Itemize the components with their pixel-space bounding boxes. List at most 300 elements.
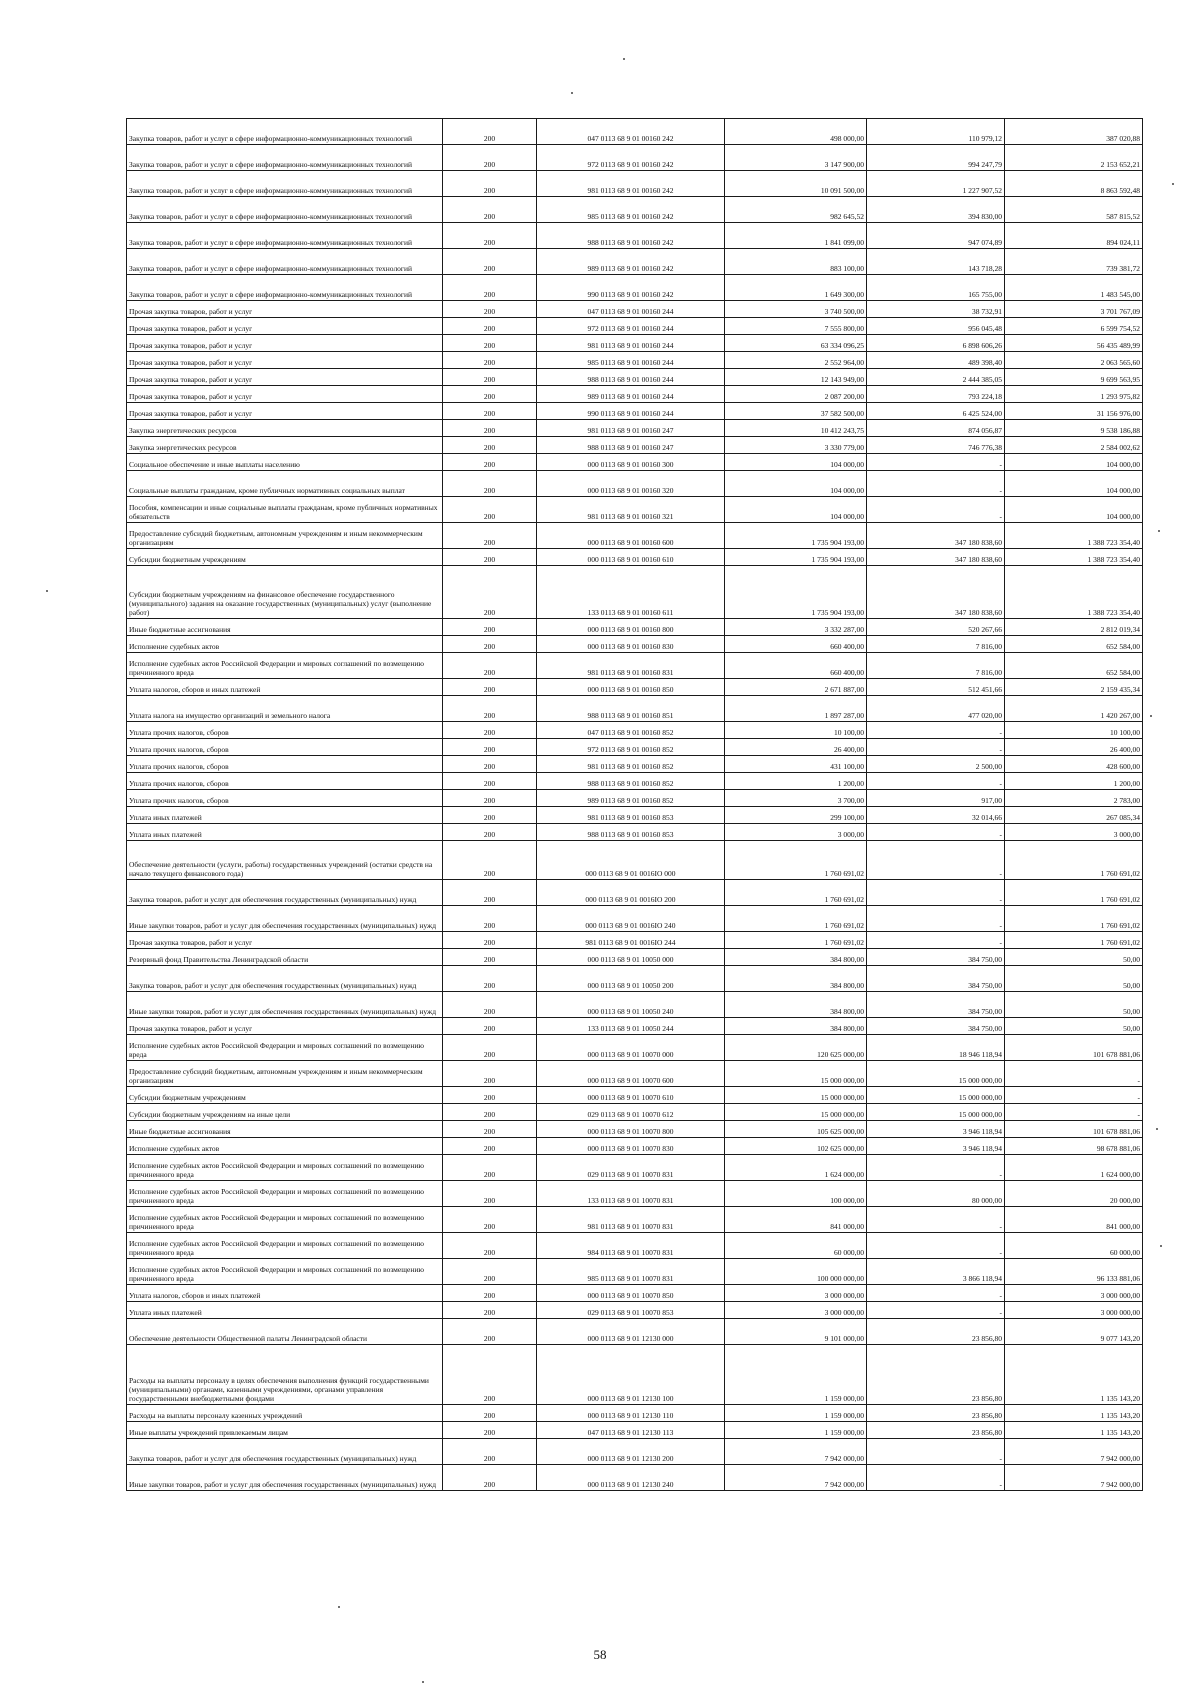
row-approved: 384 800,00 bbox=[725, 949, 867, 966]
table-row bbox=[127, 437, 1143, 454]
row-executed: 15 000 000,00 bbox=[867, 1087, 1005, 1104]
row-unexecuted: 894 024,11 bbox=[1005, 223, 1143, 249]
table-row bbox=[127, 223, 1143, 249]
row-name: Уплата налога на имущество организаций и земельного налога bbox=[127, 696, 443, 722]
row-approved: 15 000 000,00 bbox=[725, 1087, 867, 1104]
row-name: Закупка товаров, работ и услуг в сфере информационно-коммуникационных технологий bbox=[127, 171, 443, 197]
row-name: Уплата прочих налогов, сборов bbox=[127, 722, 443, 739]
scan-speck bbox=[422, 1681, 424, 1683]
row-executed: - bbox=[867, 773, 1005, 790]
row-line-code: 200 bbox=[443, 1138, 537, 1155]
row-executed: - bbox=[867, 739, 1005, 756]
row-unexecuted: 7 942 000,00 bbox=[1005, 1439, 1143, 1465]
row-approved: 120 625 000,00 bbox=[725, 1035, 867, 1061]
row-name: Исполнение судебных актов Российской Федерации и мировых соглашений по возмещению вреда bbox=[127, 1035, 443, 1061]
row-budget-code: 000 0113 68 9 01 10070 600 bbox=[537, 1061, 725, 1087]
row-budget-code: 981 0113 68 9 01 00160 242 bbox=[537, 171, 725, 197]
row-name: Прочая закупка товаров, работ и услуг bbox=[127, 369, 443, 386]
row-budget-code: 000 0113 68 9 01 10070 000 bbox=[537, 1035, 725, 1061]
row-line-code: 200 bbox=[443, 249, 537, 275]
row-executed: - bbox=[867, 824, 1005, 841]
row-approved: 26 400,00 bbox=[725, 739, 867, 756]
row-approved: 1 159 000,00 bbox=[725, 1405, 867, 1422]
row-name: Иные бюджетные ассигнования bbox=[127, 619, 443, 636]
row-name: Закупка товаров, работ и услуг в сфере информационно-коммуникационных технологий bbox=[127, 197, 443, 223]
row-budget-code: 981 0113 68 9 01 00160 831 bbox=[537, 653, 725, 679]
row-unexecuted: 50,00 bbox=[1005, 949, 1143, 966]
table-row bbox=[127, 471, 1143, 497]
table-row bbox=[127, 949, 1143, 966]
row-executed: 32 014,66 bbox=[867, 807, 1005, 824]
row-line-code: 200 bbox=[443, 807, 537, 824]
row-executed: 746 776,38 bbox=[867, 437, 1005, 454]
row-budget-code: 133 0113 68 9 01 00160 611 bbox=[537, 566, 725, 619]
row-unexecuted: 2 812 019,34 bbox=[1005, 619, 1143, 636]
budget-execution-table bbox=[126, 118, 1143, 1491]
table-row bbox=[127, 1259, 1143, 1285]
row-name: Исполнение судебных актов Российской Федерации и мировых соглашений по возмещению причиненного вреда bbox=[127, 1181, 443, 1207]
row-line-code: 200 bbox=[443, 1439, 537, 1465]
row-unexecuted: 10 100,00 bbox=[1005, 722, 1143, 739]
table-row bbox=[127, 119, 1143, 145]
row-approved: 660 400,00 bbox=[725, 653, 867, 679]
scan-speck bbox=[1156, 1128, 1158, 1130]
row-name: Исполнение судебных актов Российской Федерации и мировых соглашений по возмещению причиненного вреда bbox=[127, 1233, 443, 1259]
row-line-code: 200 bbox=[443, 454, 537, 471]
row-line-code: 200 bbox=[443, 1207, 537, 1233]
row-name: Предоставление субсидий бюджетным, автономным учреждениям и иным некоммерческим организациям bbox=[127, 1061, 443, 1087]
row-unexecuted: 2 584 002,62 bbox=[1005, 437, 1143, 454]
row-unexecuted: 6 599 754,52 bbox=[1005, 318, 1143, 335]
row-budget-code: 989 0113 68 9 01 00160 244 bbox=[537, 386, 725, 403]
row-approved: 1 624 000,00 bbox=[725, 1155, 867, 1181]
row-executed: - bbox=[867, 722, 1005, 739]
row-unexecuted: 1 388 723 354,40 bbox=[1005, 566, 1143, 619]
row-name: Закупка товаров, работ и услуг в сфере информационно-коммуникационных технологий bbox=[127, 145, 443, 171]
row-name: Социальные выплаты гражданам, кроме публичных нормативных социальных выплат bbox=[127, 471, 443, 497]
row-approved: 37 582 500,00 bbox=[725, 403, 867, 420]
row-approved: 10 412 243,75 bbox=[725, 420, 867, 437]
row-executed: - bbox=[867, 1155, 1005, 1181]
row-executed: 6 425 524,00 bbox=[867, 403, 1005, 420]
row-budget-code: 984 0113 68 9 01 10070 831 bbox=[537, 1233, 725, 1259]
row-approved: 1 760 691,02 bbox=[725, 880, 867, 906]
row-unexecuted: 104 000,00 bbox=[1005, 471, 1143, 497]
row-name: Исполнение судебных актов Российской Федерации и мировых соглашений по возмещению причиненного вреда bbox=[127, 1207, 443, 1233]
row-executed: 347 180 838,60 bbox=[867, 549, 1005, 566]
row-approved: 12 143 949,00 bbox=[725, 369, 867, 386]
table-row bbox=[127, 1285, 1143, 1302]
row-name: Иные закупки товаров, работ и услуг для обеспечения государственных (муниципальных) нужд bbox=[127, 992, 443, 1018]
scan-speck bbox=[1158, 530, 1160, 532]
table-row bbox=[127, 636, 1143, 653]
row-name: Закупка товаров, работ и услуг для обеспечения государственных (муниципальных) нужд bbox=[127, 880, 443, 906]
row-line-code: 200 bbox=[443, 301, 537, 318]
row-approved: 3 000 000,00 bbox=[725, 1302, 867, 1319]
table-row bbox=[127, 653, 1143, 679]
row-name: Расходы на выплаты персоналу казенных учреждений bbox=[127, 1405, 443, 1422]
row-executed: 6 898 606,26 bbox=[867, 335, 1005, 352]
row-unexecuted: 26 400,00 bbox=[1005, 739, 1143, 756]
row-budget-code: 047 0113 68 9 01 12130 113 bbox=[537, 1422, 725, 1439]
table-row bbox=[127, 739, 1143, 756]
table-row bbox=[127, 696, 1143, 722]
row-approved: 660 400,00 bbox=[725, 636, 867, 653]
row-line-code: 200 bbox=[443, 119, 537, 145]
row-budget-code: 000 0113 68 9 01 12130 240 bbox=[537, 1465, 725, 1491]
table-row bbox=[127, 992, 1143, 1018]
row-executed: 143 718,28 bbox=[867, 249, 1005, 275]
row-line-code: 200 bbox=[443, 906, 537, 932]
row-budget-code: 988 0113 68 9 01 00160 242 bbox=[537, 223, 725, 249]
table-row bbox=[127, 566, 1143, 619]
row-name: Иные закупки товаров, работ и услуг для обеспечения государственных (муниципальных) нужд bbox=[127, 1465, 443, 1491]
row-unexecuted: 31 156 976,00 bbox=[1005, 403, 1143, 420]
row-unexecuted: - bbox=[1005, 1087, 1143, 1104]
table-row bbox=[127, 335, 1143, 352]
row-name: Уплата прочих налогов, сборов bbox=[127, 790, 443, 807]
scan-speck bbox=[338, 1606, 340, 1608]
row-unexecuted: 7 942 000,00 bbox=[1005, 1465, 1143, 1491]
row-line-code: 200 bbox=[443, 722, 537, 739]
row-line-code: 200 bbox=[443, 1181, 537, 1207]
row-line-code: 200 bbox=[443, 790, 537, 807]
table-row bbox=[127, 1121, 1143, 1138]
row-budget-code: 000 0113 68 9 01 0016IO 200 bbox=[537, 880, 725, 906]
row-unexecuted: 1 760 691,02 bbox=[1005, 932, 1143, 949]
row-unexecuted: 104 000,00 bbox=[1005, 454, 1143, 471]
row-executed: 947 074,89 bbox=[867, 223, 1005, 249]
row-budget-code: 990 0113 68 9 01 00160 242 bbox=[537, 275, 725, 301]
row-executed: 7 816,00 bbox=[867, 636, 1005, 653]
row-approved: 2 087 200,00 bbox=[725, 386, 867, 403]
row-unexecuted: 50,00 bbox=[1005, 966, 1143, 992]
row-budget-code: 000 0113 68 9 01 0016IO 240 bbox=[537, 906, 725, 932]
scan-speck bbox=[571, 92, 573, 94]
row-line-code: 200 bbox=[443, 1018, 537, 1035]
row-executed: 874 056,87 bbox=[867, 420, 1005, 437]
row-unexecuted: 56 435 489,99 bbox=[1005, 335, 1143, 352]
row-unexecuted: 2 063 565,60 bbox=[1005, 352, 1143, 369]
row-approved: 1 735 904 193,00 bbox=[725, 566, 867, 619]
row-executed: - bbox=[867, 1233, 1005, 1259]
row-approved: 3 147 900,00 bbox=[725, 145, 867, 171]
row-line-code: 200 bbox=[443, 369, 537, 386]
row-line-code: 200 bbox=[443, 932, 537, 949]
table-row bbox=[127, 1345, 1143, 1405]
row-budget-code: 047 0113 68 9 01 00160 242 bbox=[537, 119, 725, 145]
row-line-code: 200 bbox=[443, 636, 537, 653]
row-name: Уплата налогов, сборов и иных платежей bbox=[127, 679, 443, 696]
row-unexecuted: 3 701 767,09 bbox=[1005, 301, 1143, 318]
row-unexecuted: 50,00 bbox=[1005, 1018, 1143, 1035]
table-row bbox=[127, 454, 1143, 471]
row-line-code: 200 bbox=[443, 403, 537, 420]
row-name: Закупка энергетических ресурсов bbox=[127, 420, 443, 437]
row-line-code: 200 bbox=[443, 1285, 537, 1302]
table-row bbox=[127, 1181, 1143, 1207]
row-line-code: 200 bbox=[443, 949, 537, 966]
table-row bbox=[127, 420, 1143, 437]
row-name: Резервный фонд Правительства Ленинградской области bbox=[127, 949, 443, 966]
row-unexecuted: 739 381,72 bbox=[1005, 249, 1143, 275]
row-approved: 2 671 887,00 bbox=[725, 679, 867, 696]
row-line-code: 200 bbox=[443, 1259, 537, 1285]
row-budget-code: 988 0113 68 9 01 00160 244 bbox=[537, 369, 725, 386]
row-executed: 15 000 000,00 bbox=[867, 1104, 1005, 1121]
row-name: Исполнение судебных актов bbox=[127, 1138, 443, 1155]
table-row bbox=[127, 301, 1143, 318]
row-line-code: 200 bbox=[443, 523, 537, 549]
row-executed: 38 732,91 bbox=[867, 301, 1005, 318]
row-name: Закупка товаров, работ и услуг для обеспечения государственных (муниципальных) нужд bbox=[127, 966, 443, 992]
row-line-code: 200 bbox=[443, 992, 537, 1018]
row-name: Закупка товаров, работ и услуг для обеспечения государственных (муниципальных) нужд bbox=[127, 1439, 443, 1465]
row-name: Уплата иных платежей bbox=[127, 1302, 443, 1319]
row-line-code: 200 bbox=[443, 145, 537, 171]
row-executed: 23 856,80 bbox=[867, 1422, 1005, 1439]
row-approved: 3 330 779,00 bbox=[725, 437, 867, 454]
row-executed: 956 045,48 bbox=[867, 318, 1005, 335]
row-executed: 23 856,80 bbox=[867, 1405, 1005, 1422]
table-row bbox=[127, 906, 1143, 932]
table-row bbox=[127, 497, 1143, 523]
table-row bbox=[127, 1319, 1143, 1345]
row-line-code: 200 bbox=[443, 841, 537, 880]
row-approved: 1 735 904 193,00 bbox=[725, 549, 867, 566]
table-row bbox=[127, 1061, 1143, 1087]
row-line-code: 200 bbox=[443, 1465, 537, 1491]
row-unexecuted: 267 085,34 bbox=[1005, 807, 1143, 824]
table-row bbox=[127, 386, 1143, 403]
row-unexecuted: 428 600,00 bbox=[1005, 756, 1143, 773]
row-unexecuted: 1 135 143,20 bbox=[1005, 1405, 1143, 1422]
row-line-code: 200 bbox=[443, 1233, 537, 1259]
row-unexecuted: 1 483 545,00 bbox=[1005, 275, 1143, 301]
row-line-code: 200 bbox=[443, 679, 537, 696]
row-executed: 3 866 118,94 bbox=[867, 1259, 1005, 1285]
row-unexecuted: 104 000,00 bbox=[1005, 497, 1143, 523]
row-executed: 347 180 838,60 bbox=[867, 523, 1005, 549]
row-executed: 18 946 118,94 bbox=[867, 1035, 1005, 1061]
scan-speck bbox=[1160, 1245, 1162, 1247]
row-name: Исполнение судебных актов Российской Федерации и мировых соглашений по возмещению причиненного вреда bbox=[127, 1259, 443, 1285]
row-executed: 384 750,00 bbox=[867, 992, 1005, 1018]
row-name: Уплата иных платежей bbox=[127, 824, 443, 841]
row-budget-code: 981 0113 68 9 01 0016IO 244 bbox=[537, 932, 725, 949]
scan-speck bbox=[623, 58, 625, 60]
row-approved: 1 735 904 193,00 bbox=[725, 523, 867, 549]
row-executed: - bbox=[867, 471, 1005, 497]
row-approved: 1 159 000,00 bbox=[725, 1422, 867, 1439]
row-line-code: 200 bbox=[443, 437, 537, 454]
table-row bbox=[127, 1422, 1143, 1439]
row-line-code: 200 bbox=[443, 653, 537, 679]
row-unexecuted: 98 678 881,06 bbox=[1005, 1138, 1143, 1155]
row-name: Обеспечение деятельности (услуги, работы) государственных учреждений (остатки средств на начало текущего финансового года) bbox=[127, 841, 443, 880]
row-approved: 384 800,00 bbox=[725, 992, 867, 1018]
row-unexecuted: 1 200,00 bbox=[1005, 773, 1143, 790]
row-executed: 23 856,80 bbox=[867, 1319, 1005, 1345]
row-budget-code: 000 0113 68 9 01 00160 300 bbox=[537, 454, 725, 471]
table-row bbox=[127, 403, 1143, 420]
row-unexecuted: 2 153 652,21 bbox=[1005, 145, 1143, 171]
row-unexecuted: 652 584,00 bbox=[1005, 636, 1143, 653]
row-executed: 384 750,00 bbox=[867, 966, 1005, 992]
row-name: Прочая закупка товаров, работ и услуг bbox=[127, 301, 443, 318]
row-name: Уплата прочих налогов, сборов bbox=[127, 739, 443, 756]
row-unexecuted: 587 815,52 bbox=[1005, 197, 1143, 223]
table-row bbox=[127, 145, 1143, 171]
row-budget-code: 981 0113 68 9 01 00160 853 bbox=[537, 807, 725, 824]
page-number: 58 bbox=[593, 1647, 607, 1662]
row-executed: 512 451,66 bbox=[867, 679, 1005, 696]
row-name: Прочая закупка товаров, работ и услуг bbox=[127, 1018, 443, 1035]
row-executed: - bbox=[867, 880, 1005, 906]
row-unexecuted: 1 135 143,20 bbox=[1005, 1422, 1143, 1439]
row-approved: 1 760 691,02 bbox=[725, 841, 867, 880]
table-row bbox=[127, 318, 1143, 335]
row-unexecuted: 1 293 975,82 bbox=[1005, 386, 1143, 403]
row-unexecuted: 1 420 267,00 bbox=[1005, 696, 1143, 722]
scan-speck bbox=[1172, 183, 1174, 185]
row-name: Субсидии бюджетным учреждениям bbox=[127, 1087, 443, 1104]
row-executed: 384 750,00 bbox=[867, 1018, 1005, 1035]
row-approved: 15 000 000,00 bbox=[725, 1104, 867, 1121]
row-line-code: 200 bbox=[443, 1035, 537, 1061]
row-budget-code: 000 0113 68 9 01 10050 000 bbox=[537, 949, 725, 966]
row-unexecuted: 1 388 723 354,40 bbox=[1005, 523, 1143, 549]
row-approved: 384 800,00 bbox=[725, 1018, 867, 1035]
row-approved: 1 841 099,00 bbox=[725, 223, 867, 249]
row-name: Иные выплаты учреждений привлекаемым лицам bbox=[127, 1422, 443, 1439]
table-row bbox=[127, 1207, 1143, 1233]
row-approved: 63 334 096,25 bbox=[725, 335, 867, 352]
row-budget-code: 000 0113 68 9 01 00160 600 bbox=[537, 523, 725, 549]
row-unexecuted: 101 678 881,06 bbox=[1005, 1121, 1143, 1138]
row-budget-code: 981 0113 68 9 01 00160 321 bbox=[537, 497, 725, 523]
row-name: Прочая закупка товаров, работ и услуг bbox=[127, 335, 443, 352]
row-name: Уплата иных платежей bbox=[127, 807, 443, 824]
row-line-code: 200 bbox=[443, 386, 537, 403]
table-row bbox=[127, 275, 1143, 301]
row-line-code: 200 bbox=[443, 352, 537, 369]
row-budget-code: 988 0113 68 9 01 00160 853 bbox=[537, 824, 725, 841]
row-budget-code: 000 0113 68 9 01 10070 830 bbox=[537, 1138, 725, 1155]
row-executed: 2 444 385,05 bbox=[867, 369, 1005, 386]
row-line-code: 200 bbox=[443, 880, 537, 906]
row-approved: 883 100,00 bbox=[725, 249, 867, 275]
row-approved: 102 625 000,00 bbox=[725, 1138, 867, 1155]
table-row bbox=[127, 880, 1143, 906]
table-row bbox=[127, 1302, 1143, 1319]
row-approved: 104 000,00 bbox=[725, 497, 867, 523]
row-budget-code: 000 0113 68 9 01 00160 610 bbox=[537, 549, 725, 566]
row-approved: 431 100,00 bbox=[725, 756, 867, 773]
row-budget-code: 000 0113 68 9 01 00160 800 bbox=[537, 619, 725, 636]
row-budget-code: 981 0113 68 9 01 00160 852 bbox=[537, 756, 725, 773]
row-budget-code: 988 0113 68 9 01 00160 852 bbox=[537, 773, 725, 790]
row-executed: - bbox=[867, 497, 1005, 523]
row-approved: 1 159 000,00 bbox=[725, 1345, 867, 1405]
row-executed: - bbox=[867, 1207, 1005, 1233]
row-unexecuted: 20 000,00 bbox=[1005, 1181, 1143, 1207]
row-budget-code: 981 0113 68 9 01 00160 244 bbox=[537, 335, 725, 352]
row-approved: 498 000,00 bbox=[725, 119, 867, 145]
row-line-code: 200 bbox=[443, 223, 537, 249]
row-approved: 3 000,00 bbox=[725, 824, 867, 841]
row-approved: 10 091 500,00 bbox=[725, 171, 867, 197]
row-name: Прочая закупка товаров, работ и услуг bbox=[127, 403, 443, 420]
row-name: Обеспечение деятельности Общественной палаты Ленинградской области bbox=[127, 1319, 443, 1345]
row-budget-code: 000 0113 68 9 01 10070 850 bbox=[537, 1285, 725, 1302]
row-name: Уплата прочих налогов, сборов bbox=[127, 773, 443, 790]
row-approved: 3 740 500,00 bbox=[725, 301, 867, 318]
row-unexecuted: 2 783,00 bbox=[1005, 790, 1143, 807]
row-unexecuted: 60 000,00 bbox=[1005, 1233, 1143, 1259]
row-unexecuted: 9 699 563,95 bbox=[1005, 369, 1143, 386]
row-budget-code: 989 0113 68 9 01 00160 852 bbox=[537, 790, 725, 807]
table-row bbox=[127, 966, 1143, 992]
table-row bbox=[127, 790, 1143, 807]
row-line-code: 200 bbox=[443, 1422, 537, 1439]
table-row bbox=[127, 1087, 1143, 1104]
row-approved: 1 760 691,02 bbox=[725, 906, 867, 932]
row-name: Социальное обеспечение и иные выплаты населению bbox=[127, 454, 443, 471]
table-row bbox=[127, 1405, 1143, 1422]
row-budget-code: 981 0113 68 9 01 00160 247 bbox=[537, 420, 725, 437]
row-line-code: 200 bbox=[443, 696, 537, 722]
row-approved: 3 332 287,00 bbox=[725, 619, 867, 636]
row-approved: 100 000 000,00 bbox=[725, 1259, 867, 1285]
row-executed: 15 000 000,00 bbox=[867, 1061, 1005, 1087]
row-budget-code: 972 0113 68 9 01 00160 244 bbox=[537, 318, 725, 335]
row-budget-code: 000 0113 68 9 01 0016IO 000 bbox=[537, 841, 725, 880]
row-approved: 1 897 287,00 bbox=[725, 696, 867, 722]
row-executed: - bbox=[867, 906, 1005, 932]
row-executed: 917,00 bbox=[867, 790, 1005, 807]
table-row bbox=[127, 352, 1143, 369]
row-executed: - bbox=[867, 1285, 1005, 1302]
row-unexecuted: 9 077 143,20 bbox=[1005, 1319, 1143, 1345]
row-name: Закупка товаров, работ и услуг в сфере информационно-коммуникационных технологий bbox=[127, 223, 443, 249]
table-row bbox=[127, 523, 1143, 549]
row-executed: - bbox=[867, 841, 1005, 880]
row-budget-code: 972 0113 68 9 01 00160 852 bbox=[537, 739, 725, 756]
row-approved: 104 000,00 bbox=[725, 454, 867, 471]
row-executed: 384 750,00 bbox=[867, 949, 1005, 966]
row-budget-code: 029 0113 68 9 01 10070 612 bbox=[537, 1104, 725, 1121]
row-unexecuted: 96 133 881,06 bbox=[1005, 1259, 1143, 1285]
row-line-code: 200 bbox=[443, 1345, 537, 1405]
row-executed: - bbox=[867, 1439, 1005, 1465]
row-name: Субсидии бюджетным учреждениям bbox=[127, 549, 443, 566]
row-budget-code: 990 0113 68 9 01 00160 244 bbox=[537, 403, 725, 420]
row-approved: 7 942 000,00 bbox=[725, 1439, 867, 1465]
table-row bbox=[127, 722, 1143, 739]
row-unexecuted: 9 538 186,88 bbox=[1005, 420, 1143, 437]
table-body bbox=[127, 119, 1143, 1491]
row-name: Исполнение судебных актов Российской Федерации и мировых соглашений по возмещению причиненного вреда bbox=[127, 1155, 443, 1181]
row-approved: 100 000,00 bbox=[725, 1181, 867, 1207]
table-row bbox=[127, 249, 1143, 275]
row-unexecuted: 1 624 000,00 bbox=[1005, 1155, 1143, 1181]
row-name: Субсидии бюджетным учреждениям на иные цели bbox=[127, 1104, 443, 1121]
row-unexecuted: 1 760 691,02 bbox=[1005, 906, 1143, 932]
row-budget-code: 985 0113 68 9 01 10070 831 bbox=[537, 1259, 725, 1285]
table-row bbox=[127, 1104, 1143, 1121]
row-line-code: 200 bbox=[443, 471, 537, 497]
